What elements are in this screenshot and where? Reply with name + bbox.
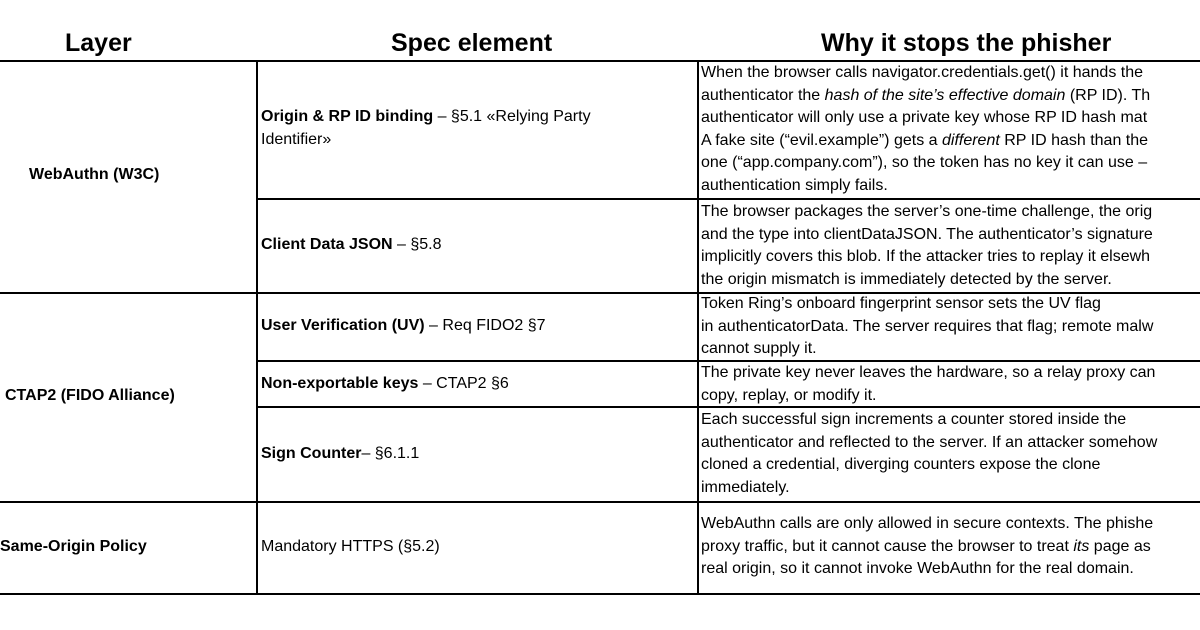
why-line: proxy traffic, but it cannot cause the browser to treat — [701, 537, 1074, 555]
why-line: When the browser calls navigator.credentials.get() it hands the — [701, 64, 1144, 81]
why-line-emphasis: hash of the site’s effective domain — [824, 86, 1066, 104]
why-line: page as — [1089, 537, 1151, 555]
why-line: (RP ID). Th — [1065, 86, 1151, 104]
why-line: authenticator the — [701, 86, 825, 104]
why-line: authentication simply fails. — [701, 176, 888, 194]
why-line: authenticator and reflected to the server. If an attacker somehow — [701, 433, 1158, 451]
why-line: The private key never leaves the hardware, so a relay proxy can — [701, 364, 1156, 381]
layer-same-origin-policy: Same-Origin Policy — [0, 538, 147, 555]
rule-ctap2-bottom — [0, 501, 1200, 503]
rule-col-divider-2 — [697, 60, 699, 594]
why-mandatory-https — [701, 513, 1200, 581]
rule-col-divider-1 — [256, 60, 258, 594]
spec-non-exportable-keys-ref: – CTAP2 §6 — [418, 375, 509, 392]
spec-user-verification-ref: – Req FIDO2 §7 — [424, 317, 546, 334]
spec-non-exportable-keys-title: Non-exportable keys — [261, 375, 419, 392]
rule-table-bottom — [0, 593, 1200, 595]
why-line: immediately. — [701, 478, 790, 496]
header-layer: Layer — [65, 29, 132, 57]
why-line: real origin, so it cannot invoke WebAuthn for the real domain. — [701, 560, 1134, 577]
spec-origin-rpid-ref-2: Identifier» — [261, 130, 332, 148]
why-line: A fake site (“evil.example”) gets a — [701, 131, 942, 149]
why-line: Token Ring’s onboard fingerprint sensor sets the UV flag — [701, 295, 1101, 312]
why-line: copy, replay, or modify it. — [701, 386, 877, 404]
spec-client-data-json-title: Client Data JSON — [261, 236, 393, 253]
spec-sign-counter-title: Sign Counter — [261, 445, 362, 462]
why-line: WebAuthn calls are only allowed in secure contexts. The phishe — [701, 515, 1154, 532]
spec-mandatory-https-text: Mandatory HTTPS (§5.2) — [261, 538, 440, 555]
why-line: in authenticatorData. The server requires that flag; remote malw — [701, 317, 1154, 335]
why-line: the origin mismatch is immediately detected by the server. — [701, 270, 1112, 288]
why-client-data-json — [701, 201, 1200, 291]
spec-origin-rpid — [261, 106, 591, 151]
spec-client-data-json — [261, 234, 442, 257]
why-line: one (“app.company.com”), so the token has no key it can use – — [701, 154, 1148, 171]
header-spec-element: Spec element — [391, 29, 553, 57]
spec-sign-counter-ref: – §6.1.1 — [361, 445, 420, 462]
why-line: cannot supply it. — [701, 340, 817, 357]
spec-origin-rpid-title: Origin & RP ID binding — [261, 108, 434, 125]
header-why: Why it stops the phisher — [821, 29, 1112, 57]
spec-origin-rpid-ref: – §5.1 «Relying Party — [433, 108, 591, 125]
why-non-exportable-keys — [701, 362, 1200, 407]
why-user-verification — [701, 293, 1200, 361]
spec-mandatory-https — [261, 536, 440, 559]
spec-user-verification — [261, 315, 546, 338]
spec-sign-counter — [261, 443, 419, 466]
why-line: authenticator will only use a private key whose RP ID hash mat — [701, 109, 1148, 126]
spec-client-data-json-ref: – §5.8 — [392, 236, 442, 253]
layer-webauthn: WebAuthn (W3C) — [29, 166, 160, 183]
rule-row1-bottom — [256, 198, 1200, 200]
why-line: and the type into clientDataJSON. The authenticator’s signature — [701, 225, 1153, 243]
why-line: RP ID hash than the — [999, 131, 1149, 149]
why-line: cloned a credential, diverging counters expose the clone — [701, 456, 1101, 473]
why-sign-counter — [701, 409, 1200, 499]
spec-user-verification-title: User Verification (UV) — [261, 317, 425, 334]
why-origin-rpid — [701, 62, 1200, 197]
why-line: Each successful sign increments a counter stored inside the — [701, 411, 1127, 428]
layer-ctap2: CTAP2 (FIDO Alliance) — [5, 387, 175, 404]
why-line: The browser packages the server’s one-time challenge, the orig — [701, 203, 1153, 220]
why-line-emphasis: different — [941, 131, 1000, 149]
why-line: implicitly covers this blob. If the attacker tries to replay it elsewh — [701, 248, 1151, 265]
why-line-emphasis: its — [1073, 537, 1090, 555]
spec-non-exportable-keys — [261, 373, 509, 396]
